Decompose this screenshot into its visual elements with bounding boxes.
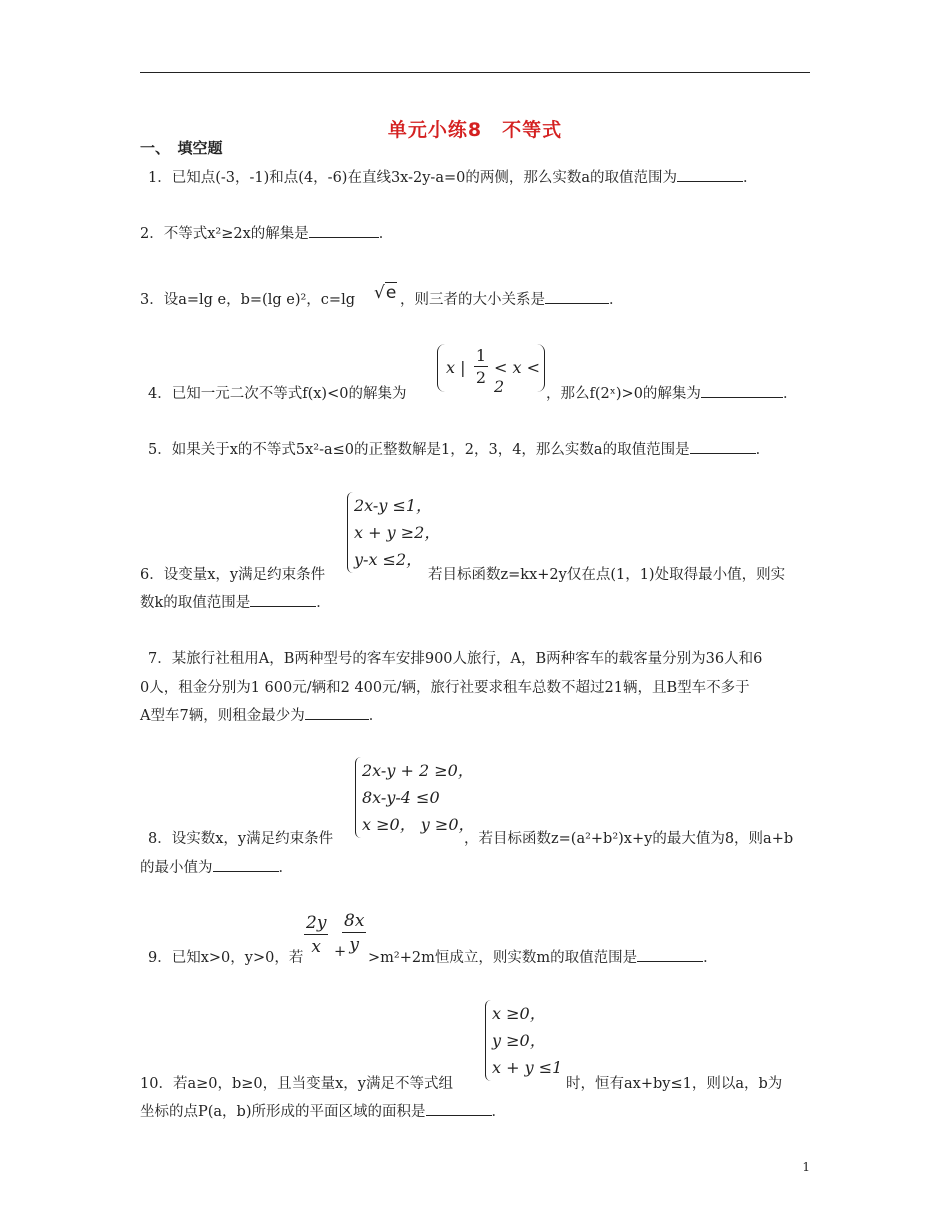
fraction-numerator: 8x — [344, 911, 365, 931]
period: ． — [368, 708, 384, 724]
question-8-text-a: 8．设实数x，y满足约束条件 — [148, 831, 334, 847]
page-title: 单元小练8 不等式 — [387, 119, 563, 141]
answer-blank — [701, 383, 783, 398]
period: ． — [755, 442, 771, 458]
answer-blank — [690, 439, 756, 454]
question-7-text-c: A型车7辆，则租金最少为 — [140, 708, 305, 724]
question-6-cont — [140, 591, 331, 612]
question-10-text-c: 坐标的点P(a，b)所形成的平面区域的面积是 — [140, 1104, 426, 1120]
question-3-text-a: 3．设a=lg e，b=(lg e)²，c=lg — [140, 292, 355, 308]
answer-blank — [637, 947, 703, 962]
constraint-line: 2x-y + 2 ≥0， — [362, 761, 474, 780]
answer-blank — [677, 167, 743, 182]
question-4 — [148, 382, 406, 403]
question-9-text-a: 9．已知x>0，y>0，若 — [148, 950, 304, 966]
constraint-line: y-x ≤2， — [354, 550, 423, 569]
question-3-rest — [400, 288, 624, 309]
sqrt-radicand: e — [385, 283, 397, 303]
fraction-numerator: 1 — [475, 346, 487, 365]
section-heading: 一、 填空题 — [140, 139, 223, 157]
question-7-cont2 — [140, 704, 383, 725]
constraint-line: x + y ≥2， — [354, 523, 441, 542]
answer-blank — [309, 223, 379, 238]
sqrt-e: √e — [374, 283, 397, 303]
answer-blank — [250, 592, 316, 607]
header-rule — [140, 72, 810, 73]
question-4-rest — [546, 382, 797, 403]
period: ． — [782, 386, 798, 402]
question-10-text-b: 时，恒有ax+by≤1，则以a，b为 — [566, 1076, 783, 1092]
question-5-text: 5．如果关于x的不等式5x²-a≤0的正整数解是1，2，3，4，那么实数a的取值范围是 — [148, 442, 690, 458]
question-10-text-a: 10．若a≥0，b≥0，且当变量x，y满足不等式组 — [140, 1076, 453, 1092]
question-4-text-b: ，那么f(2ˣ)>0的解集为 — [546, 386, 701, 402]
question-8-text-b: ，若目标函数z=(a²+b²)x+y的最大值为8，则a+b — [464, 831, 794, 847]
fraction-denominator: 2 — [475, 368, 487, 387]
fraction-denominator: y — [349, 935, 359, 955]
question-2 — [140, 222, 393, 243]
constraint-line: 2x-y ≤1， — [354, 496, 433, 515]
set-variable: x | — [446, 358, 466, 377]
question-9-rest — [368, 946, 718, 967]
period: ． — [703, 950, 718, 966]
question-5 — [148, 438, 770, 459]
fraction-denominator: x — [311, 937, 321, 957]
question-1 — [148, 166, 757, 187]
question-8-text-c: 的最小值为 — [140, 860, 213, 876]
question-10-cont — [140, 1100, 506, 1121]
question-10-rest — [566, 1072, 782, 1093]
answer-blank — [213, 857, 279, 872]
constraint-system-10 — [485, 1000, 562, 1081]
period: ． — [278, 860, 293, 876]
question-7-cont — [140, 676, 750, 697]
constraint-system-8 — [355, 757, 475, 838]
question-8-cont — [140, 856, 293, 877]
fraction-numerator: 2y — [306, 913, 327, 933]
question-8 — [148, 827, 333, 848]
page-number: 1 — [802, 1160, 810, 1174]
solution-set-brace — [437, 344, 545, 396]
question-6-text-c: 数k的取值范围是 — [140, 595, 251, 611]
question-6-text-b: 若目标函数z=kx+2y仅在点(1，1)处取得最小值，则实 — [428, 567, 786, 583]
answer-blank — [426, 1101, 492, 1116]
question-6-rest — [428, 563, 785, 584]
question-9 — [148, 946, 303, 967]
fraction-2y-over-x — [304, 912, 328, 959]
constraint-line: 8x-y-4 ≤0 — [362, 788, 440, 807]
period: ． — [378, 226, 394, 242]
constraint-line: x ≥0， — [492, 1004, 546, 1023]
question-8-rest — [464, 827, 793, 848]
question-3 — [140, 288, 355, 309]
question-4-text-a: 4．已知一元二次不等式f(x)<0的解集为 — [148, 386, 407, 402]
question-7 — [148, 647, 762, 668]
fraction-8x-over-y — [342, 910, 366, 957]
question-6 — [140, 563, 325, 584]
question-6-text-a: 6．设变量x，y满足约束条件 — [140, 567, 326, 583]
question-3-text-b: ，则三者的大小关系是 — [400, 292, 545, 308]
question-9-text-b: >m²+2m恒成立，则实数m的取值范围是 — [368, 950, 638, 966]
period: ． — [609, 292, 624, 308]
constraint-line: y ≥0， — [492, 1031, 546, 1050]
plus-sign: + — [334, 944, 347, 960]
question-10 — [140, 1072, 453, 1093]
period: ． — [316, 595, 331, 611]
period: ． — [491, 1104, 506, 1120]
answer-blank — [545, 289, 609, 304]
answer-blank — [305, 705, 369, 720]
set-fraction — [474, 346, 488, 389]
question-1-text: 1．已知点(-3，-1)和点(4，-6)在直线3x-2y-a=0的两侧，那么实数a的取值范围为 — [148, 170, 677, 186]
question-7-text-a: 7．某旅行社租用A，B两种型号的客车安排900人旅行，A，B两种客车的载客量分别为36人和6 — [148, 651, 763, 667]
constraint-line: x + y ≤1 — [492, 1058, 563, 1077]
period: ． — [742, 170, 758, 186]
question-7-text-b: 0人，租金分别为1 600元/辆和2 400元/辆，旅行社要求租车总数不超过21辆，且B型车不多于 — [140, 680, 750, 696]
constraint-system-6 — [347, 492, 440, 573]
set-condition: < x < 2 — [494, 358, 541, 396]
question-2-text: 2．不等式x²≥2x的解集是 — [140, 226, 309, 242]
constraint-line: x ≥0， y ≥0， — [362, 815, 475, 834]
